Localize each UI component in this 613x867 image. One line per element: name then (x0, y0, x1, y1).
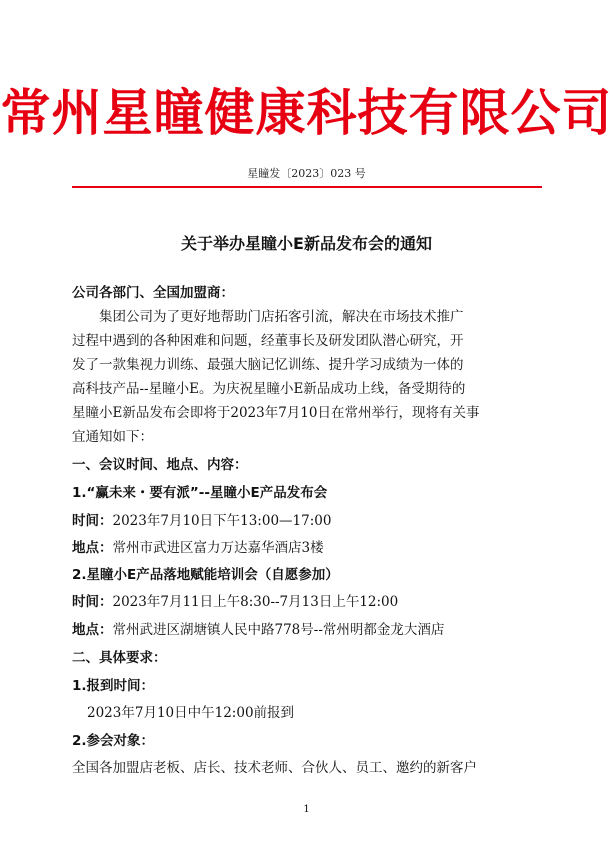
place-value: 常州武进区湖塘镇人民中路778号--常州明都金龙大酒店 (112, 622, 445, 638)
section1-item1-place (72, 538, 552, 558)
section1-item2-time (72, 592, 552, 612)
time-value: 2023年7月11日上午8:30--7月13日上午12:00 (112, 594, 399, 610)
section1-item2-heading: 2.星瞳小E产品落地赋能培训会（自愿参加） (72, 567, 339, 583)
section1-item1-time (72, 511, 552, 531)
section1-heading: 一、会议时间、地点、内容： (72, 457, 248, 473)
intro-line: 高科技产品--星瞳小E。为庆祝星瞳小E新品成功上线，备受期待的 (72, 381, 466, 397)
time-label: 时间： (72, 594, 113, 610)
section1-item1-heading: 1.“赢未来・要有派”--星瞳小E产品发布会 (72, 485, 328, 501)
time-value: 2023年7月10日下午13:00—17:00 (112, 513, 332, 529)
section2-item2-heading: 2.参会对象： (72, 733, 155, 749)
intro-line: 星瞳小E新品发布会即将于2023年7月10日在常州举行，现将有关事 (72, 405, 480, 421)
section2-item2-value: 全国各加盟店老板、店长、技术老师、合伙人、员工、邀约的新客户 (72, 760, 477, 776)
section2-item1-value: 2023年7月10日中午12:00前报到 (87, 705, 295, 721)
intro-line: 宜通知如下： (72, 429, 153, 445)
intro-line: 发了一款集视力训练、最强大脑记忆训练、提升学习成绩为一体的 (72, 357, 464, 373)
salutation: 公司各部门、全国加盟商： (72, 285, 234, 301)
place-label: 地点： (72, 540, 113, 556)
intro-line: 集团公司为了更好地帮助门店拓客引流，解决在市场技术推广 (99, 309, 464, 325)
section2-heading: 二、具体要求： (72, 650, 167, 666)
place-value: 常州市武进区富力万达嘉华酒店3楼 (112, 540, 324, 556)
red-divider (72, 186, 542, 188)
notice-title: 关于举办星瞳小E新品发布会的通知 (181, 234, 432, 253)
organization-header: 常州星瞳健康科技有限公司 (0, 84, 613, 142)
section2-item1-heading: 1.报到时间： (72, 678, 155, 694)
intro-line: 过程中遇到的各种困难和问题，经董事长及研发团队潜心研究，开 (72, 333, 464, 349)
section1-item2-place (72, 620, 552, 640)
page-number: 1 (303, 804, 310, 815)
document-number: 星瞳发〔2023〕023 号 (247, 167, 366, 180)
place-label: 地点： (72, 622, 113, 638)
time-label: 时间： (72, 513, 113, 529)
